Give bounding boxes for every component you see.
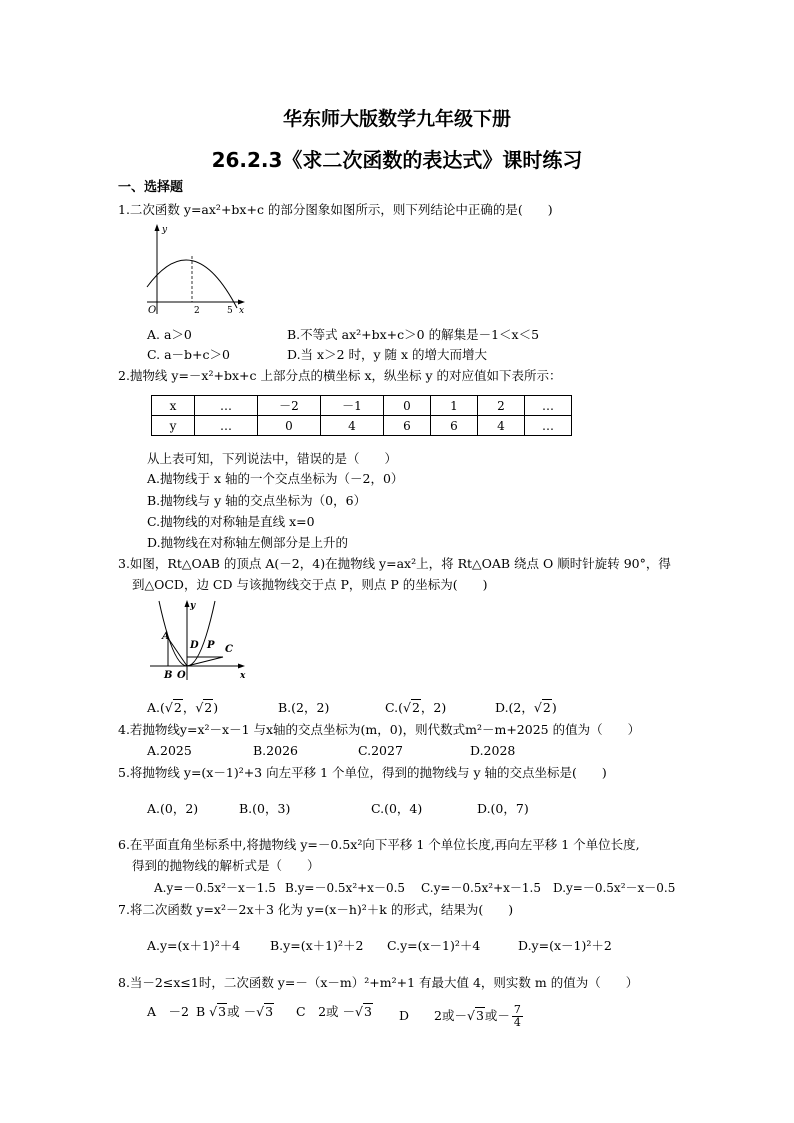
q7-option-c: C.y=(x－1)²＋4: [387, 938, 481, 953]
q2-option-c: C.抛物线的对称轴是直线 x=0: [147, 514, 315, 529]
q3-label-d: D: [190, 640, 199, 651]
q4-option-c: C.2027: [358, 743, 403, 758]
q7-option-d: D.y=(x－1)²＋2: [518, 938, 612, 953]
table-cell: 1: [431, 396, 478, 416]
q3-stem-line1: 3.如图，Rt△OAB 的顶点 A(－2，4)在抛物线 y=ax²上，将 Rt△OAB 绕点 O 顺时针旋转 90°，得: [118, 556, 671, 571]
q8-option-b-radicand-1: 3: [218, 1004, 227, 1019]
sqrt-symbol: √2: [533, 700, 551, 715]
q3-x-arrow: [238, 664, 245, 669]
q5-stem: 5.将抛物线 y=(x－1)²+3 向左平移 1 个单位，得到的抛物线与 y 轴的交点坐标是( ): [118, 765, 607, 780]
q3-option-c: [385, 700, 446, 716]
sqrt-symbol: √3: [256, 1004, 274, 1019]
sqrt-symbol: √3: [209, 1004, 227, 1019]
q3-label-b: B: [164, 670, 173, 681]
q4-option-b: B.2026: [253, 743, 298, 758]
q3-label-o: O: [177, 670, 186, 681]
q8-option-b: B √3或 －√3: [196, 1004, 274, 1019]
q6-option-c: C.y=－0.5x²+x－1.5: [421, 881, 541, 895]
q3-option-d: [495, 700, 557, 716]
q2-stem: 2.抛物线 y=－x²+bx+c 上部分点的横坐标 x，纵坐标 y 的对应值如下表所示：: [118, 368, 562, 383]
q4-option-a: A.2025: [147, 743, 192, 758]
q6-option-d: D.y=－0.5x²－x－0.5: [553, 881, 676, 895]
q8-stem: 8.当－2≤x≤1时，二次函数 y=－（x－m）²+m²+1 有最大值 4，则实数 m 的值为（ ）: [118, 975, 639, 990]
sqrt-symbol: √3: [355, 1004, 372, 1019]
q1-tick-2: 2: [194, 306, 200, 316]
q6-stem-line1: 6.在平面直角坐标系中,将抛物线 y=－0.5x²向下平移 1 个单位长度,再向左平移 1 个单位长度,: [118, 837, 640, 852]
table-cell: 6: [431, 416, 478, 436]
q3-segment-oa: [168, 638, 187, 666]
q5-option-d: D.(0，7): [477, 801, 529, 816]
table-row: [152, 396, 572, 416]
q1-option-a: A. a＞0: [147, 327, 192, 342]
q8-option-c: C 2或 －√3: [296, 1004, 372, 1019]
q7-option-b: B.y=(x＋1)²＋2: [270, 938, 364, 953]
q1-origin-label: O: [148, 305, 157, 316]
q3-option-c-prefix: C.(: [385, 700, 403, 715]
table-cell: 4: [321, 416, 384, 436]
q1-parabola-figure: [145, 222, 250, 317]
q2-option-a: A.抛物线于 x 轴的一个交点坐标为（－2，0）: [147, 471, 404, 486]
table-cell: …: [195, 396, 258, 416]
q8-option-b-or: 或: [227, 1004, 240, 1019]
q3-option-a-separator: ，: [182, 700, 196, 715]
fraction-numerator: 7: [513, 1003, 521, 1016]
q7-option-a: A.y=(x＋1)²＋4: [147, 938, 241, 953]
q3-option-c-suffix: ，2): [420, 700, 447, 715]
q1-y-arrow: [155, 224, 160, 231]
q6-option-a: A.y=－0.5x²－x－1.5: [154, 881, 276, 895]
q3-option-a-prefix: A.(: [147, 700, 165, 715]
sqrt-symbol: √2: [195, 700, 213, 715]
table-cell: 0: [384, 396, 431, 416]
q7-stem: 7.将二次函数 y=x²－2x＋3 化为 y=(x－h)²＋k 的形式，结果为( ): [118, 902, 514, 917]
q6-stem-line2: 得到的抛物线的解析式是（ ）: [132, 858, 320, 873]
q1-y-label: y: [162, 225, 168, 235]
q8-option-d-or: 或－: [484, 1008, 510, 1023]
sqrt-symbol: √2: [164, 700, 182, 715]
q1-x-label: x: [239, 306, 245, 316]
q3-option-d-radicand: 2: [542, 700, 551, 715]
q1-stem: 1.二次函数 y=ax²+bx+c 的部分图象如图所示，则下列结论中正确的是( ): [118, 202, 553, 217]
table-cell: 0: [258, 416, 321, 436]
q3-option-a: [147, 700, 218, 716]
q2-lead: 从上表可知，下列说法中，错误的是（ ）: [147, 451, 398, 466]
q3-segment-oc: [187, 657, 223, 666]
q2-option-b: B.抛物线与 y 轴的交点坐标为（0，6）: [147, 493, 367, 508]
table-cell: y: [152, 416, 195, 436]
q8-option-b-prefix: B: [196, 1004, 206, 1019]
q8-option-a: A －2: [147, 1004, 189, 1019]
q1-option-b: B.不等式 ax²+bx+c＞0 的解集是－1＜x＜5: [287, 327, 540, 342]
table-cell: …: [195, 416, 258, 436]
table-cell: x: [152, 396, 195, 416]
table-cell: …: [525, 416, 572, 436]
q8-option-d: [399, 1004, 523, 1029]
q5-option-b: B.(0，3): [239, 801, 291, 816]
table-cell: 4: [478, 416, 525, 436]
q3-label-c: C: [225, 644, 233, 655]
q8-option-c-prefix: C 2或: [296, 1004, 339, 1019]
q3-y-label: y: [190, 601, 196, 611]
q8-option-b-radicand-2: 3: [265, 1004, 274, 1019]
q1-tick-5: 5: [227, 306, 233, 316]
q3-option-d-prefix: D.(2，: [495, 700, 534, 715]
q2-value-table: [151, 395, 572, 436]
q3-option-b: B.(2，2): [278, 700, 330, 715]
q1-option-c: C. a－b+c＞0: [147, 347, 230, 362]
q1-x-arrow: [238, 300, 245, 305]
q3-label-a: A: [162, 631, 170, 642]
table-cell: －2: [258, 396, 321, 416]
fraction-denominator: 4: [513, 1016, 521, 1029]
q2-option-d: D.抛物线在对称轴左侧部分是上升的: [147, 535, 349, 550]
q4-option-d: D.2028: [470, 743, 516, 758]
table-cell: 2: [478, 396, 525, 416]
q4-stem: 4.若抛物线y=x²－x－1 与x轴的交点坐标为(m，0)，则代数式m²－m+2025 的值为（ ）: [118, 722, 641, 737]
q1-option-d: D.当 x＞2 时，y 随 x 的增大而增大: [287, 347, 488, 362]
q3-label-p: P: [207, 640, 215, 651]
q3-x-label: x: [240, 671, 246, 681]
table-cell: 6: [384, 416, 431, 436]
q3-stem-line2: 到△OCD，边 CD 与该抛物线交于点 P，则点 P 的坐标为( ): [132, 577, 488, 592]
page-title: 华东师大版数学九年级下册: [282, 108, 511, 130]
q3-option-d-suffix: ): [551, 700, 557, 715]
table-cell: －1: [321, 396, 384, 416]
section-heading: 一、选择题: [118, 180, 184, 195]
sqrt-symbol: √2: [402, 700, 420, 715]
q3-y-arrow: [185, 600, 190, 607]
q5-option-c: C.(0，4): [371, 801, 423, 816]
q8-option-d-radicand: 3: [475, 1008, 484, 1023]
q3-option-c-radicand: 2: [411, 700, 420, 715]
q8-option-c-radicand: 3: [363, 1004, 372, 1019]
table-row: [152, 416, 572, 436]
page-subtitle: 26.2.3《求二次函数的表达式》课时练习: [211, 148, 583, 172]
q3-option-a-radicand-2: 2: [204, 700, 213, 715]
q8-option-d-prefix: D 2或－: [399, 1008, 467, 1023]
sqrt-symbol: √3: [466, 1008, 484, 1023]
q3-option-a-radicand-1: 2: [173, 700, 182, 715]
q6-option-b: B.y=－0.5x²+x－0.5: [285, 881, 406, 895]
table-cell: …: [525, 396, 572, 416]
q8-option-d-fraction: [512, 1004, 523, 1029]
q5-option-a: A.(0，2): [147, 801, 199, 816]
q3-rotation-figure: [147, 598, 252, 682]
q3-option-a-suffix: ): [213, 700, 219, 715]
